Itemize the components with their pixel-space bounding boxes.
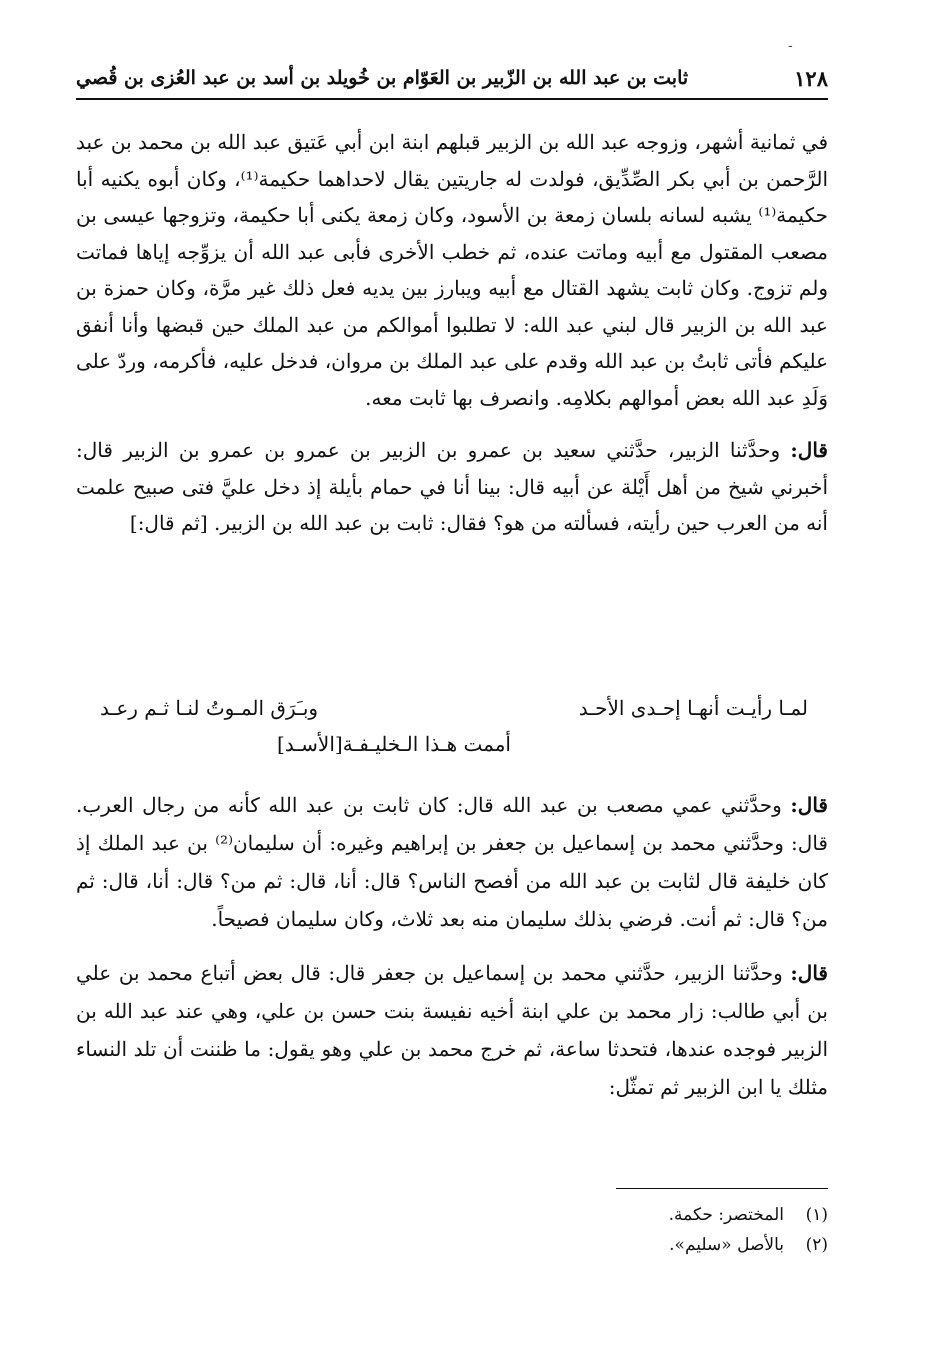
footnote-text: المختصر: حكمة. — [668, 1205, 784, 1225]
paragraph-4 — [76, 954, 828, 1106]
header-rule — [76, 98, 828, 100]
main-text — [76, 124, 828, 542]
poem-hemistich-left: وبـَرَق المـوتُ لنـا ثـم رعـد — [100, 696, 319, 720]
footnote-1 — [300, 1200, 828, 1230]
paragraph-text: في ثمانية أشهر، وزوجه عبد الله بن الزبير قبلهم ابنة ابن أبي عَتيق عبد الله بن محمد بن عبد الرَّحمن بن أبي بكر الصِّدِّيق، فولدت له جاريتين يقال لاحداهما حكيمة⁽¹⁾، وكان أبوه يكنيه أبا حكيمة⁽¹⁾ يشبه لسانه بلسان زمعة بن الأسود، وكان زمعة يكنى أبا حكيمة، وتزوجها عيسى بن مصعب المقتول مع أبيه وماتت عنده، ثم خطب الأخرى فأبى عبد الله أن يزوِّجه إياها فماتت ولم تزوج. وكان ثابت يشهد القتال مع أبيه ويبارز بين يديه فعل ذلك غير مرَّة، وكان حمزة بن عبد الله بن الزبير قال لبني عبد الله: لا تطلبوا أموالكم من عبد الملك حين قبضها وأنا أنفق عليكم فأتى ثابتُ بن عبد الله وقدم على عبد الملك بن مروان، فدخل عليه، فأكرمه، وردّ على وَلَدِ عبد الله بعض أموالهم بكلامِه. وانصرف بها ثابت معه. — [76, 130, 829, 410]
paragraph-3 — [76, 786, 828, 938]
poem-verse-2: أممت هـذا الـخليـفـة[الأسـد] — [277, 732, 511, 756]
paragraph-text: وحدَّثنا الزبير، حدَّثني محمد بن إسماعيل بن جعفر قال: قال بعض أتباع محمد بن علي بن أبي طالب: زار محمد بن علي ابنة أخيه نفيسة بنت حسن بن علي، وهي عند عبد الله بن الزبير فوجده عندها، فتحدثا ساعة، ثم خرج محمد بن علي وهو يقول: ما ظننت أن تلد النساء مثلك يا ابن الزبير ثم تمثّل: — [76, 961, 828, 1099]
footnote-number: (١) — [805, 1205, 828, 1225]
poem-verse-1 — [100, 690, 808, 726]
footnotes — [300, 1200, 828, 1260]
footnote-2 — [300, 1230, 828, 1260]
top-mark: - — [788, 38, 793, 54]
footnote-rule — [616, 1188, 828, 1189]
page-number: ١٢٨ — [794, 65, 828, 91]
header-title: ثابت بن عبد الله بن الزّبير بن العَوّام بن خُويلد بن أسد بن عبد العُزى بن قُصي — [76, 67, 689, 89]
paragraph-2 — [76, 432, 828, 542]
main-text-continued — [76, 786, 828, 1106]
paragraph-text: وحدَّثني عمي مصعب بن عبد الله قال: كان ثابت بن عبد الله كأنه من رجال العرب. قال: وحدَّثني محمد بن إسماعيل بن جعفر بن إبراهيم وغيره: أن سليمان⁽²⁾ بن عبد الملك إذ كان خليفة قال لثابت بن عبد الله من أفصح الناس؟ قال: أنا، قال: ثم من؟ قال: أنا، قال: ثم من؟ قال: ثم أنت. فرضي بذلك سليمان منه بعد ثلاث، وكان سليمان فصيحاً. — [76, 793, 828, 931]
poem-hemistich-right: لمـا رأيـت أنهـا إحـدى الأحـد — [578, 696, 808, 720]
paragraph-1 — [76, 124, 828, 416]
running-header — [76, 60, 828, 96]
paragraph-text: وحدَّثنا الزبير، حدَّثني سعيد بن عمرو بن الزبير بن عمرو بن عمرو بن الزبير قال: أخبرني شيخ من أهل أَيْلة عن أبيه قال: بينا أنا في حمام بأيلة إذ دخل عليَّ فتى صبيح علمت أنه من العرب حين رأيته، فسألته من هو؟ فقال: ثابت بن عبد الله بن الزبير. [ثم قال:] — [76, 438, 829, 535]
footnote-text: بالأصل «سليم». — [669, 1235, 784, 1255]
footnote-number: (٢) — [805, 1235, 828, 1255]
paragraph-lead: قال: — [790, 438, 828, 462]
paragraph-lead: قال: — [790, 793, 828, 817]
poem — [100, 690, 808, 762]
paragraph-lead: قال: — [790, 961, 828, 985]
